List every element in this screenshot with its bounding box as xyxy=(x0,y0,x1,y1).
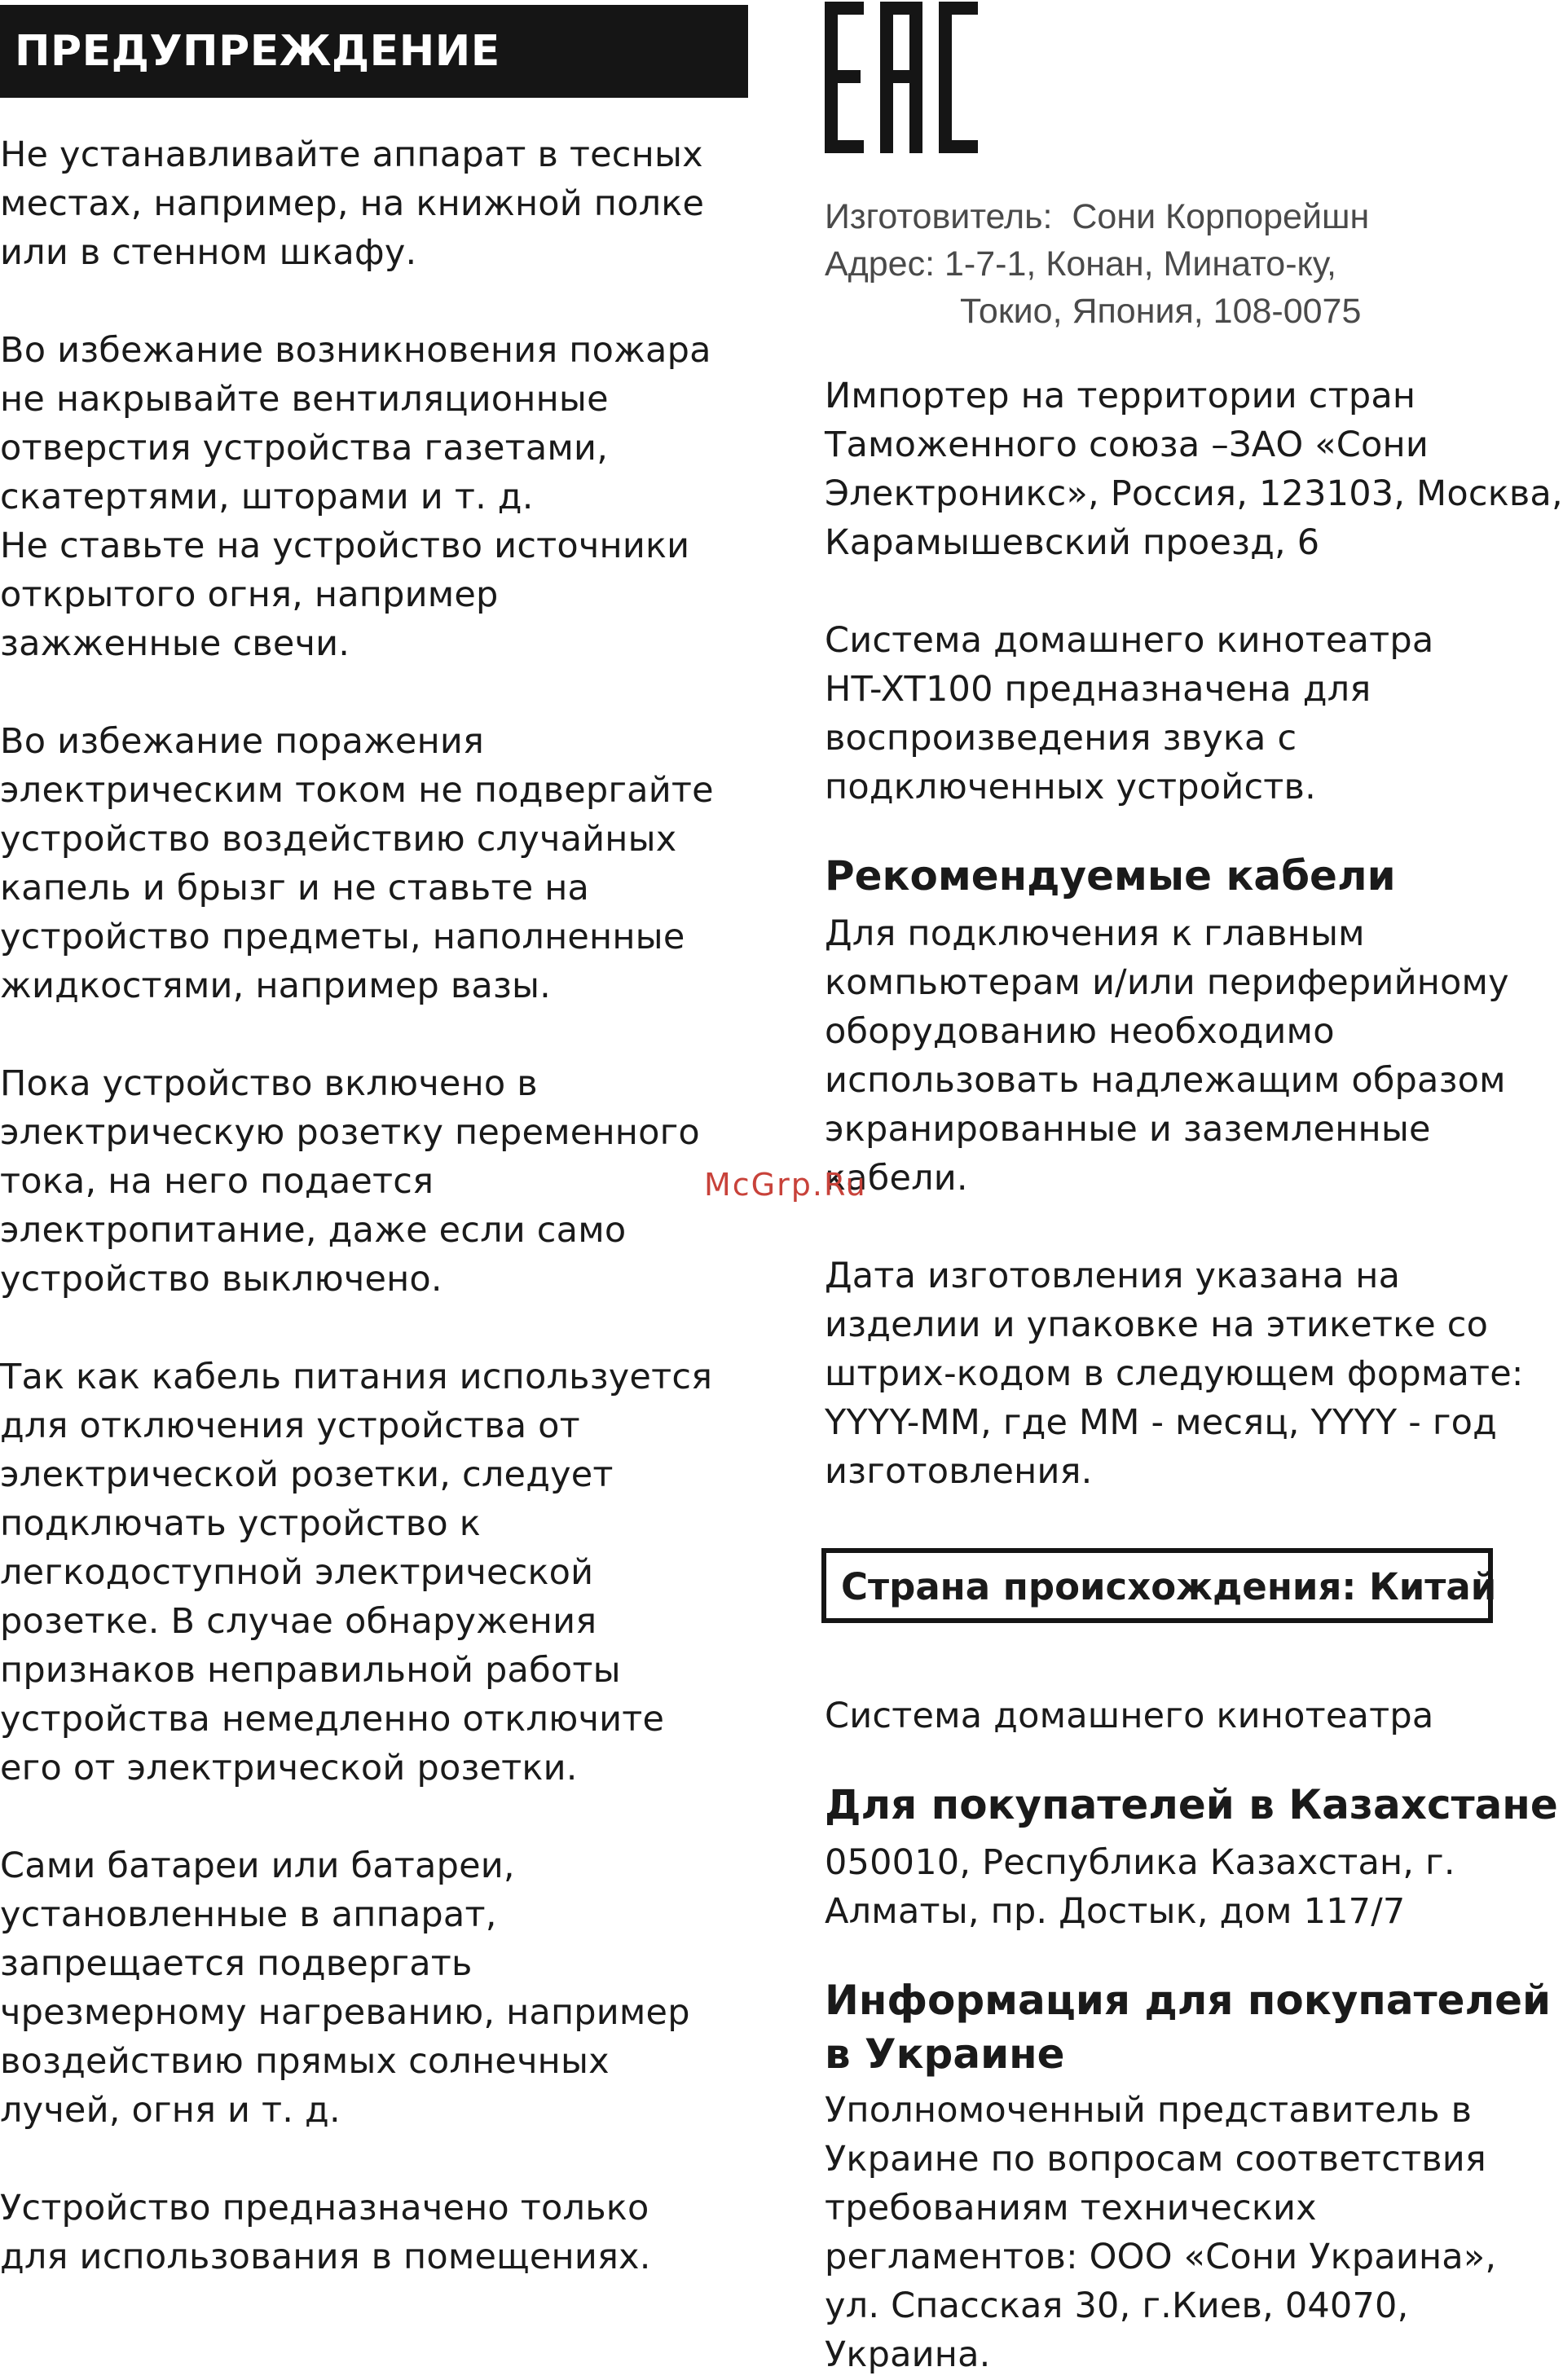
watermark: McGrp.Ru xyxy=(704,1167,867,1203)
manufacturer-line: Изготовитель: Сони Корпорейшн xyxy=(825,197,1370,236)
system-line: Система домашнего кинотеатра xyxy=(825,1696,1434,1736)
paragraph-power: Пока устройство включено в электрическую розетку переменного тока, на него подается электропитание, даже если само устройство выключено. xyxy=(0,1063,700,1300)
ukraine-heading: Информация для покупателей в Украине xyxy=(825,1977,1552,2078)
origin-text: Страна происхождения: Китай xyxy=(841,1565,1497,1608)
paragraph-indoor: Устройство предназначено только для использования в помещениях. xyxy=(0,2188,651,2277)
kazakhstan-paragraph: 050010, Республика Казахстан, г. Алматы, пр. Достык, дом 117/7 xyxy=(825,1842,1455,1932)
paragraph-placement: Не устанавливайте аппарат в тесных местах, например, на книжной полке или в стенном шкафу. xyxy=(0,134,705,273)
ukraine-paragraph: Уполномоченный представитель в Украине по вопросам соответствия требованиям технических регламентов: ООО «Сони Украина», ул. Спасская 30, г.Киев, 04070, Украина. xyxy=(825,2090,1497,2375)
paragraph-fire: Во избежание возникновения пожара не накрывайте вентиляционные отверстия устройства газетами, скатертями, шторами и т. д. Не ставьте на устройство источники открытого огня, например зажженные свечи. xyxy=(0,330,711,664)
origin-box xyxy=(821,1548,1497,1623)
paragraph-shock: Во избежание поражения электрическим током не подвергайте устройство воздействию случайных капель и брызг и не ставьте на устройство предметы, наполненные жидкостями, например вазы. xyxy=(0,721,714,1006)
address-line-2: Токио, Япония, 108-0075 xyxy=(960,292,1362,331)
paragraph-cable: Так как кабель питания используется для отключения устройства от электрической розетки, следует подключать устройство к легкодоступной электрической розетке. В случае обнаружения признаков неправильной работы устройства немедленно отключите его от электрической розетки. xyxy=(0,1357,713,1788)
importer-paragraph: Импортер на территории стран Таможенного союза –ЗАО «Сони Электроникс», Россия, 123103, Москва, Карамышевский проезд, 6 xyxy=(825,376,1563,563)
warning-banner xyxy=(0,5,748,98)
warning-title: ПРЕДУПРЕЖДЕНИЕ xyxy=(15,27,500,76)
address-line-1: Адрес: 1-7-1, Конан, Минато-ку, xyxy=(825,244,1336,284)
kazakhstan-heading: Для покупателей в Казахстане xyxy=(825,1781,1558,1828)
cables-paragraph: Для подключения к главным компьютерам и/или периферийному оборудованию необходимо использовать надлежащим образом экранированные и заземленные кабели. xyxy=(825,913,1509,1199)
cables-heading: Рекомендуемые кабели xyxy=(825,852,1396,900)
paragraph-batteries: Сами батареи или батареи, установленные в аппарат, запрещается подвергать чрезмерному нагреванию, например воздействию прямых солнечных лучей, огня и т. д. xyxy=(0,1845,690,2131)
eac-logo xyxy=(825,0,980,155)
date-paragraph: Дата изготовления указана на изделии и упаковке на этикетке со штрих-кодом в следующем формате: YYYY-MM, где MM - месяц, YYYY - год изготовления. xyxy=(825,1256,1524,1492)
purpose-paragraph: Система домашнего кинотеатра HT-XT100 предназначена для воспроизведения звука с подключенных устройств. xyxy=(825,620,1434,807)
